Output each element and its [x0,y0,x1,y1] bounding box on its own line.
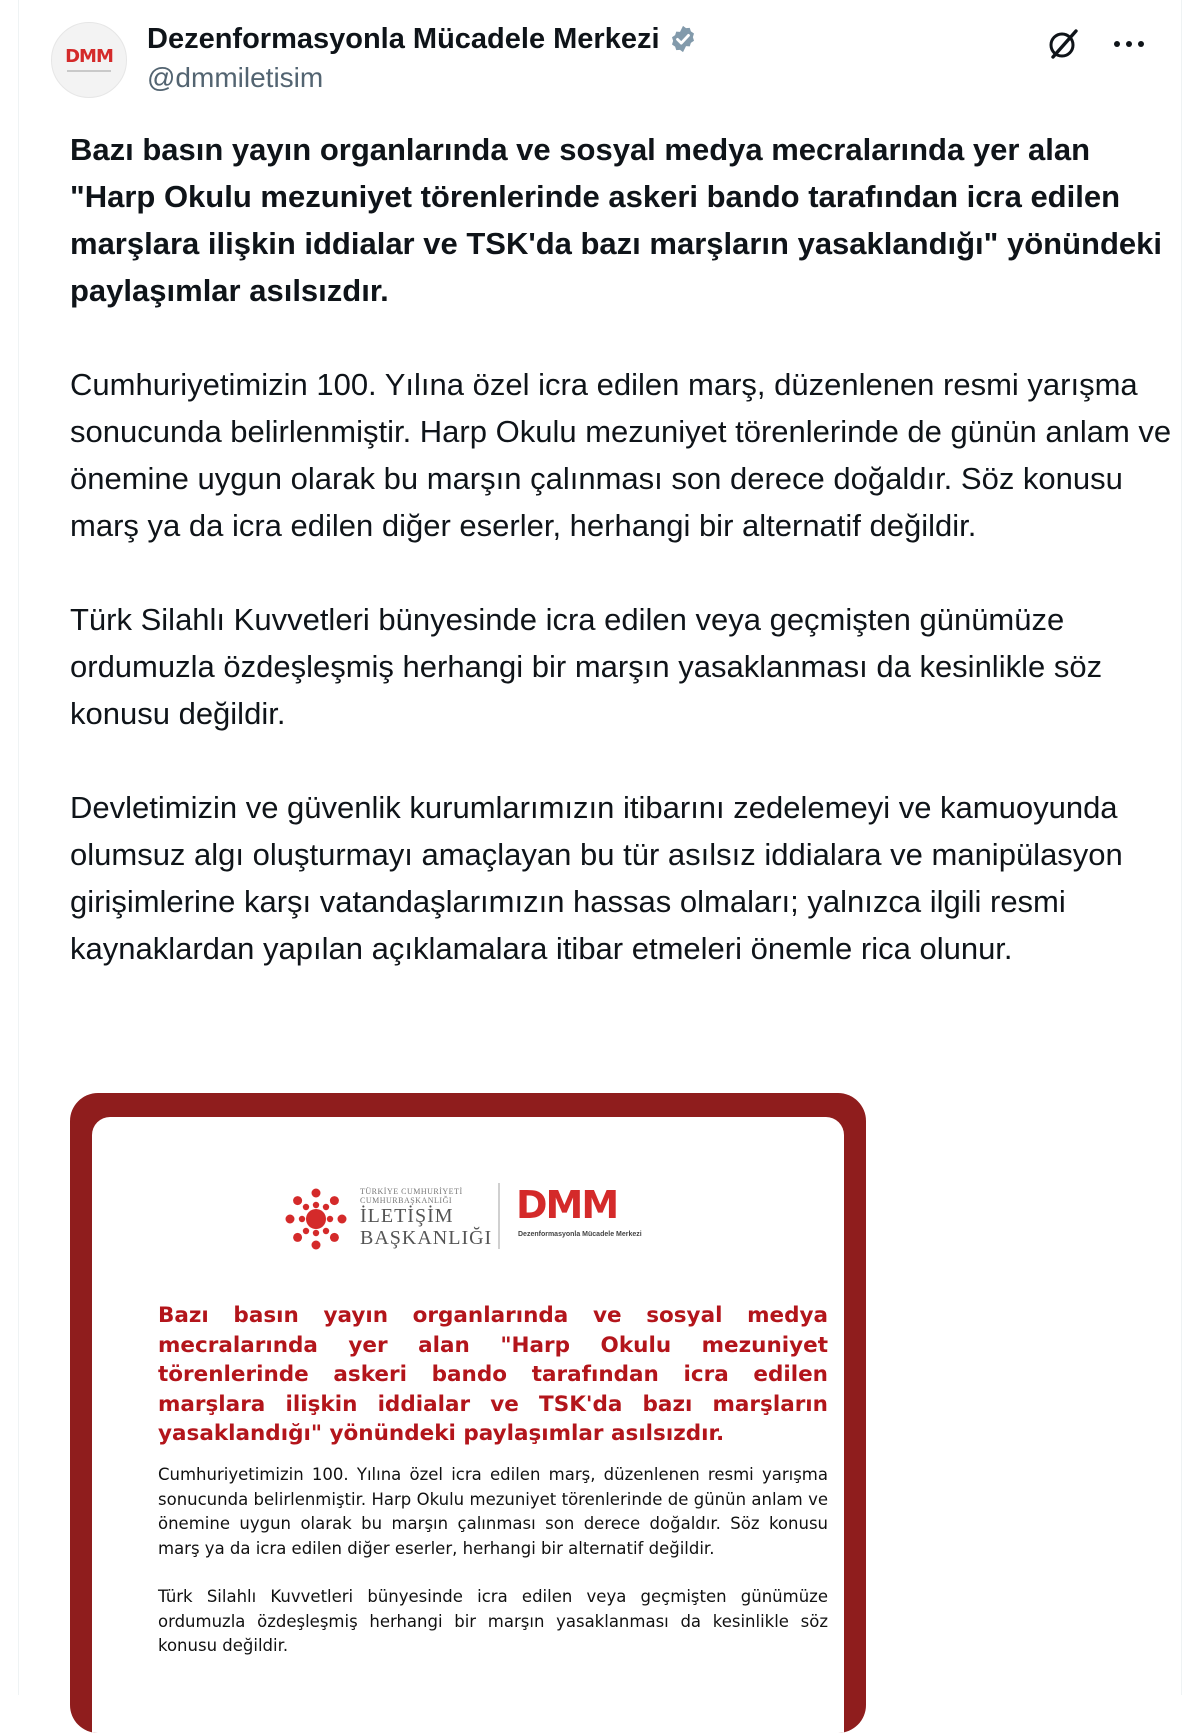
tweet-paragraph: Türk Silahlı Kuvvetleri bünyesinde icra edilen veya geçmişten günümüze ordumuzla özdeşleşmiş herhangi bir marşın yasaklanması da kesinlikle söz konusu değildir. [70,602,1103,731]
tweet-card [18,0,1182,1695]
dmm-logo-caption: Dezenformasyonla Mücadele Merkezi [518,1231,642,1238]
more-options-button[interactable] [1109,24,1149,64]
avatar[interactable] [51,22,127,98]
avatar-logo: DMM [65,46,113,67]
tweet-paragraph: Devletimizin ve güvenlik kurumlarımızın itibarını zedelemeyi ve kamuoyunda olumsuz algı oluşturmayı amaçlayan bu tür asılsız iddialara ve manipülasyon girişimlerine karşı vatandaşlarımızın hassas olmaları; yalnızca ilgili resmi kaynaklardan yapılan açıklamalara itibar etmeleri önemle rica olunur. [70,790,1123,966]
announcement-document [92,1117,844,1733]
handle[interactable]: @dmmiletisim [147,62,324,93]
header-actions [1043,24,1149,64]
tweet-header [51,18,1149,98]
grok-button[interactable] [1043,24,1083,64]
iletisim-seal-icon [280,1183,352,1255]
display-name-row [147,20,698,58]
document-paragraph: Cumhuriyetimizin 100. Yılına özel icra edilen marş, düzenlenen resmi yarışma sonucunda belirlenmiştir. Harp Okulu mezuniyet törenlerinde de günün anlam ve önemine uygun olarak bu marşın çalınması son derece doğaldır. Söz konusu marş ya da icra edilen diğer eserler, herhangi bir alternatif değildir. [158,1465,828,1558]
tweet-paragraph: Cumhuriyetimizin 100. Yılına özel icra edilen marş, düzenlenen resmi yarışma sonucunda belirlenmiştir. Harp Okulu mezuniyet törenlerinde de günün anlam ve önemine uygun olarak bu marşın çalınması son derece doğaldır. Söz konusu marş ya da icra edilen diğer eserler, herhangi bir alternatif değildir. [70,367,1172,543]
gov-small-caption [360,1187,463,1205]
logo-bar [280,1179,680,1259]
verified-badge-icon [668,24,698,54]
tweet-paragraph-lead: Bazı basın yayın organlarında ve sosyal medya mecralarında yer alan "Harp Okulu mezuniyet törenlerinde askeri bando tarafından icra edilen marşlara ilişkin iddialar ve TSK'da bazı marşların yasaklandığı" yönündeki paylaşımlar asılsızdır. [70,132,1162,308]
dmm-logo: DMM [516,1183,618,1227]
document-title: Bazı basın yayın organlarında ve sosyal medya mecralarında yer alan "Harp Okulu mezuniyet törenlerinde askeri bando tarafından icra edilen marşlara ilişkin iddialar ve TSK'da bazı marşların yasaklandığı" yönündeki paylaşımlar asılsızdır. [158,1303,828,1446]
logo-divider [498,1183,500,1249]
author-block [147,20,698,98]
iletisim-baskanligi-wordmark [360,1205,492,1249]
more-options-icon [1113,39,1145,49]
gov-small-line-2: CUMHURBAŞKANLIĞI [360,1196,453,1205]
tweet-text [70,126,1180,1019]
gov-line-1: İLETİŞİM [360,1205,454,1227]
avatar-subtitle-line [67,70,111,72]
tweet-media-image[interactable] [70,1093,866,1733]
document-body [158,1463,828,1683]
display-name[interactable]: Dezenformasyonla Mücadele Merkezi [147,23,660,55]
grok-icon [1045,26,1081,62]
document-paragraph: Türk Silahlı Kuvvetleri bünyesinde icra edilen veya geçmişten günümüze ordumuzla özdeşleşmiş herhangi bir marşın yasaklanması da kesinlikle söz konusu değildir. [158,1587,828,1655]
gov-line-2: BAŞKANLIĞI [360,1227,493,1249]
gov-small-line-1: TÜRKİYE CUMHURİYETİ [360,1187,463,1196]
